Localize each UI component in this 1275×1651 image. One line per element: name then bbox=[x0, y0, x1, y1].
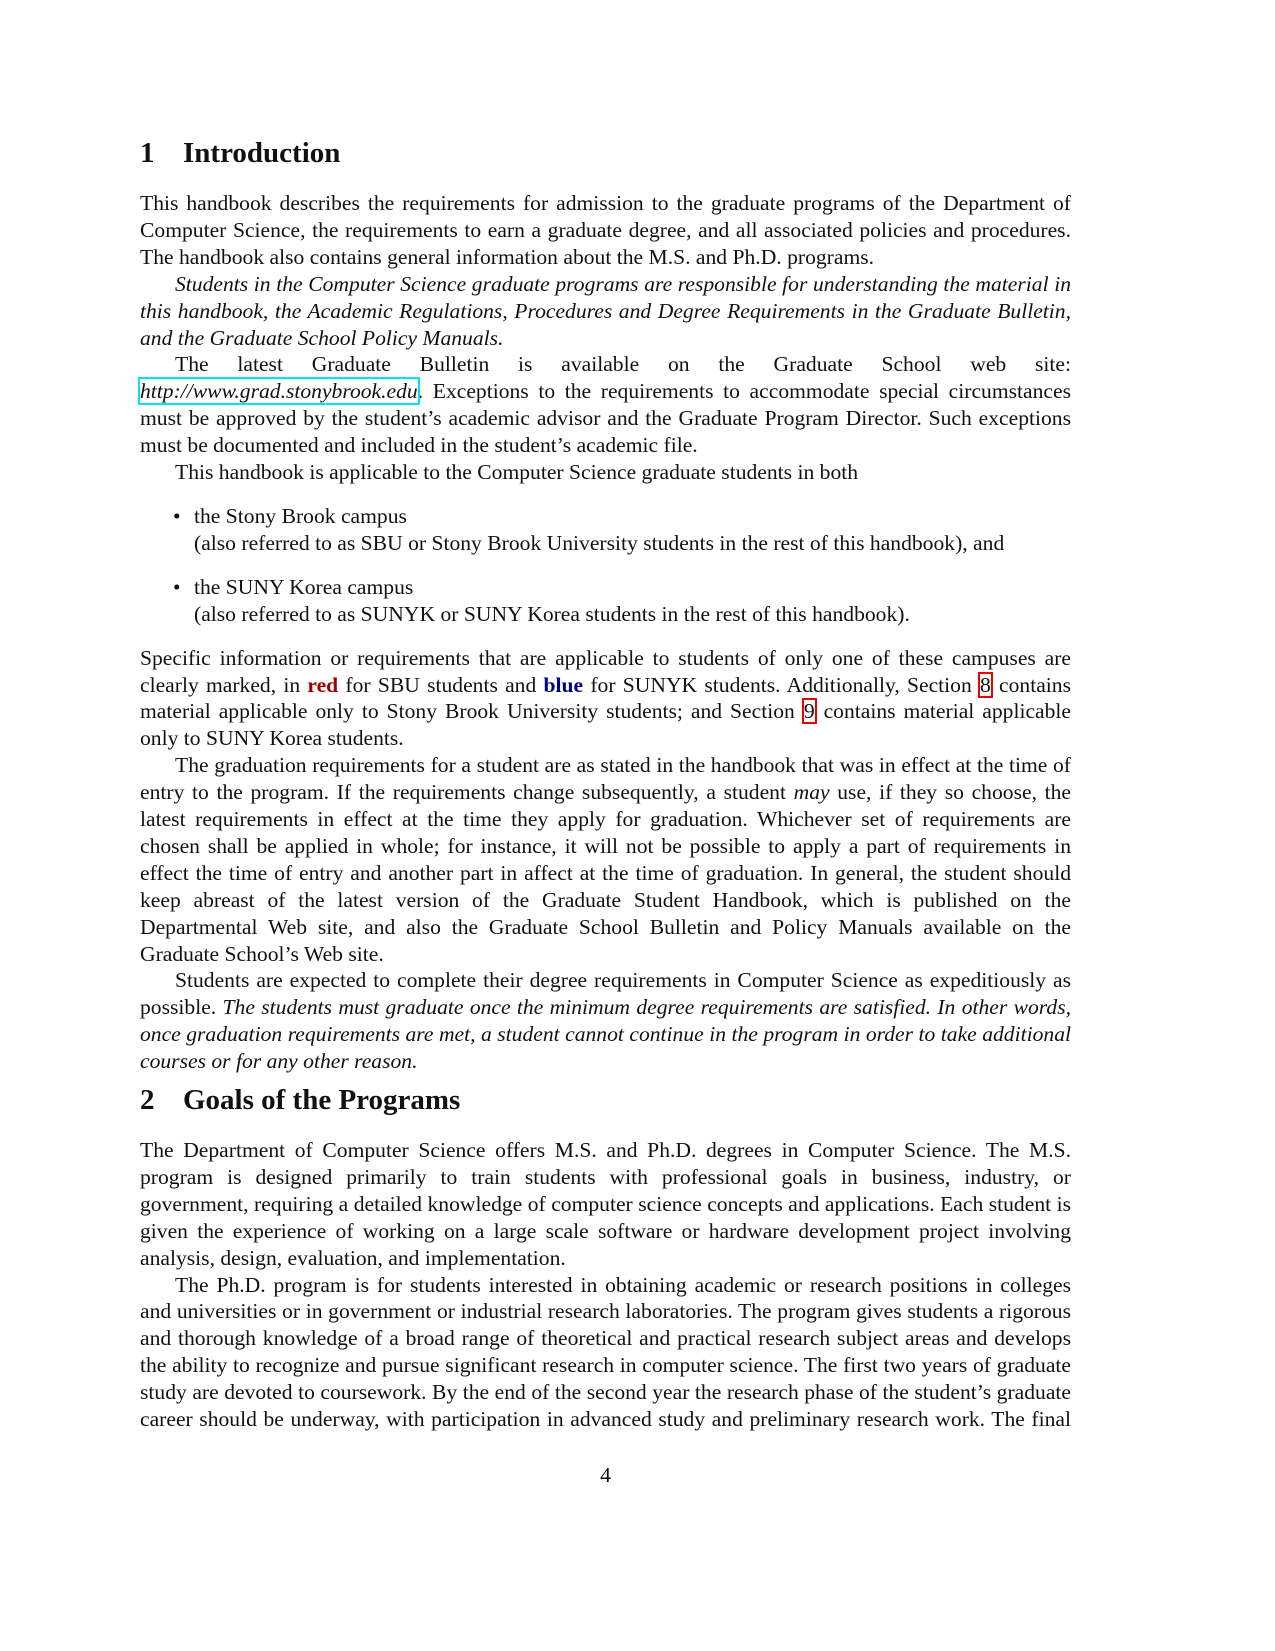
bullet-icon: • bbox=[173, 574, 181, 599]
intro-paragraph-graduation-requirements bbox=[140, 752, 1071, 967]
campus-name: the SUNY Korea campus bbox=[194, 574, 414, 599]
campus-list bbox=[140, 503, 1071, 628]
section-title: Introduction bbox=[183, 137, 341, 169]
goals-body bbox=[140, 1137, 1071, 1433]
section-heading-introduction bbox=[140, 136, 340, 170]
intro-paragraph-bulletin bbox=[140, 351, 1071, 459]
text-run: The graduation requirements for a student are as stated in the handbook that was in effect at the time of entry to the program. If the requirements change subsequently, a student bbox=[140, 753, 1071, 805]
graduation-policy-emphasis: The students must graduate once the minimum degree requirements are satisfied. In other words, once graduation requirements are met, a student cannot continue in the program in order to take additional courses or for any other reason. bbox=[140, 995, 1072, 1074]
campus-note: (also referred to as SBU or Stony Brook University students in the rest of this handbook), and bbox=[194, 530, 1005, 555]
campus-list-item bbox=[140, 503, 1071, 557]
section-number: 2 bbox=[140, 1084, 155, 1116]
intro-paragraph-campus-marking bbox=[140, 645, 1071, 753]
bullet-icon: • bbox=[173, 503, 181, 528]
text-run: for SBU students and bbox=[338, 672, 544, 697]
text-run: Specific information or requirements that are applicable to students of only one of these campuses are clearly marked, in bbox=[140, 645, 1071, 697]
grad-school-url-link[interactable]: http://www.grad.stonybrook.edu bbox=[140, 379, 418, 404]
goals-paragraph-ms: The Department of Computer Science offers M.S. and Ph.D. degrees in Computer Science. The M.S. program is designed primarily to train students with professional goals in business, industry, or government, requiring a detailed knowledge of computer science concepts and applications. Each student is given the experience of working on a large scale software or hardware development project involving analysis, design, evaluation, and implementation. bbox=[140, 1138, 1071, 1270]
red-color-label: red bbox=[307, 672, 339, 697]
section-number: 1 bbox=[140, 137, 155, 169]
blue-color-label: blue bbox=[543, 672, 584, 697]
intro-paragraph-responsibility: Students in the Computer Science graduate programs are responsible for understanding the material in this handbook, the Academic Regulations, Procedures and Degree Requirements in the Graduate Bulletin, and the Graduate School Policy Manuals. bbox=[140, 271, 1071, 350]
text-run: for SUNYK students. Additionally, Section bbox=[583, 672, 979, 697]
section-heading-goals bbox=[140, 1083, 460, 1117]
text-run: use, if they so choose, the latest requirements in effect at the time they apply for graduation. Whichever set of requirements are chosen shall be applied in whole; for instance, it will not be possible to apply a part of requirements in effect the time of entry and another part in affect at the time of graduation. In general, the student should keep abreast of the latest version of the Graduate Student Handbook, which is published on the Departmental Web site, and also the Graduate School Bulletin and Policy Manuals available on the Graduate School’s Web site. bbox=[140, 780, 1071, 966]
intro-paragraph-1: This handbook describes the requirements for admission to the graduate programs of the Department of Computer Science, the requirements to earn a graduate degree, and all associated policies and procedures. The handbook also contains general information about the M.S. and Ph.D. programs. bbox=[140, 191, 1071, 269]
bulletin-text: The latest Graduate Bulletin is available on the Graduate School web site: bbox=[175, 352, 1071, 377]
introduction-body bbox=[140, 190, 1071, 1075]
campus-name: the Stony Brook campus bbox=[194, 503, 407, 528]
exceptions-text: . Exceptions to the requirements to accommodate special circumstances must be approved by the student’s academic advisor and the Graduate Program Director. Such exceptions must be documented and included in the student’s academic file. bbox=[140, 379, 1071, 458]
intro-paragraph-expedite bbox=[140, 967, 1071, 1075]
emphasis-may: may bbox=[793, 780, 830, 805]
section-title: Goals of the Programs bbox=[183, 1084, 461, 1116]
intro-paragraph-applicability: This handbook is applicable to the Computer Science graduate students in both bbox=[175, 460, 859, 485]
goals-paragraph-phd: The Ph.D. program is for students interested in obtaining academic or research positions in colleges and universities or in government or industrial research laboratories. The program gives students a rigorous and thorough knowledge of a broad range of theoretical and practical research subject areas and develops the ability to recognize and pursue significant research in computer science. The first two years of graduate study are devoted to coursework. By the end of the second year the research phase of the student’s graduate career should be underway, with participation in advanced study and preliminary research work. The final bbox=[140, 1272, 1071, 1432]
section-9-link[interactable]: 9 bbox=[803, 699, 815, 724]
text-run: Students are expected to complete their degree requirements in Computer Science as expeditiously as possible. bbox=[140, 968, 1071, 1020]
section-8-link[interactable]: 8 bbox=[980, 672, 991, 697]
text-run: contains material applicable only to SUNY Korea students. bbox=[140, 699, 1071, 751]
campus-note: (also referred to as SUNYK or SUNY Korea students in the rest of this handbook). bbox=[194, 601, 910, 626]
page-number: 4 bbox=[600, 1463, 611, 1487]
campus-list-item bbox=[140, 574, 1071, 628]
text-run: contains material applicable only to Stony Brook University students; and Section bbox=[140, 672, 1071, 724]
